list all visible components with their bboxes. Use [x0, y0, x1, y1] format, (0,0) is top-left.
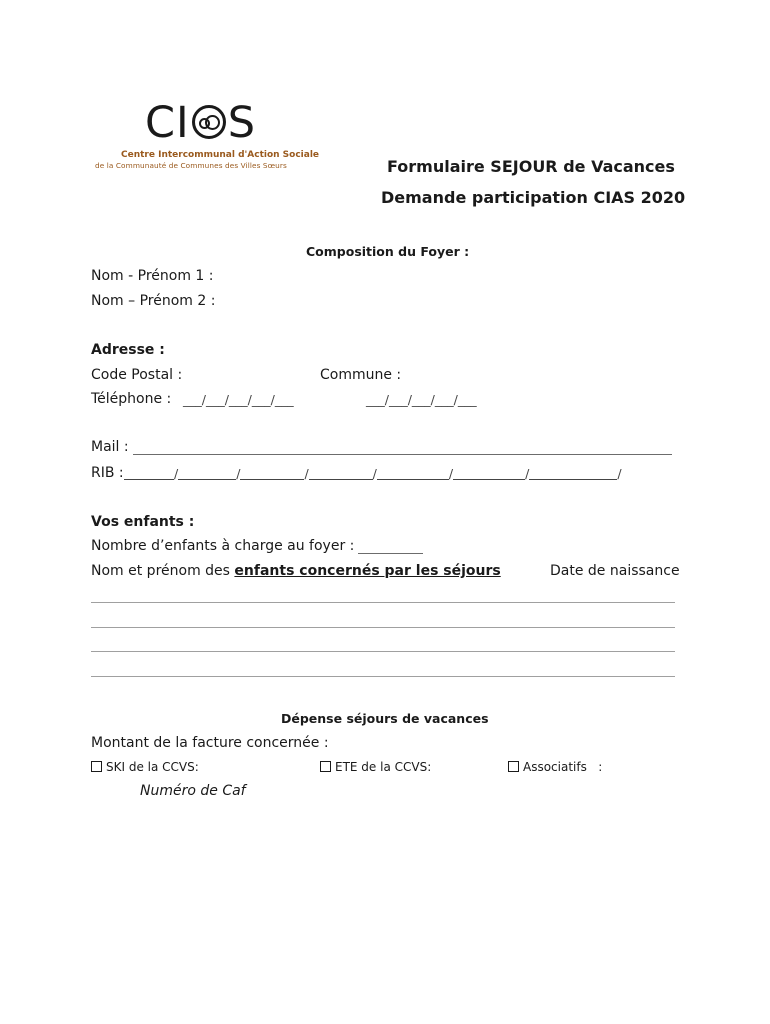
telephone-field-2[interactable]: ___/___/___/___/___: [366, 392, 477, 407]
adresse-heading: Adresse :: [91, 342, 165, 358]
rib-segment[interactable]: [309, 469, 373, 480]
rib-segment[interactable]: [124, 469, 174, 480]
rib-segment[interactable]: [240, 469, 304, 480]
rib-label: RIB :: [91, 465, 124, 481]
ete-label: ETE de la CCVS:: [335, 760, 432, 774]
logo-wordmark-right: S: [227, 98, 257, 148]
commune-label: Commune :: [320, 367, 402, 383]
ete-checkbox[interactable]: [320, 761, 331, 772]
code-postal-label: Code Postal :: [91, 367, 183, 383]
foyer-heading: Composition du Foyer :: [306, 244, 470, 259]
enfant-line-4[interactable]: [91, 676, 675, 677]
option-ete[interactable]: [320, 760, 431, 774]
mail-label: Mail :: [91, 439, 129, 455]
telephone-field-1[interactable]: ___/___/___/___/___: [183, 392, 294, 407]
logo-wordmark: [145, 98, 256, 148]
nom-enfants-prefix: Nom et prénom des: [91, 563, 230, 579]
logo-subtitle-line1: Centre Intercommunal d'Action Sociale: [121, 150, 320, 160]
enfant-line-2[interactable]: [91, 627, 675, 628]
logo-wordmark-left: CI: [145, 98, 190, 148]
ski-label: SKI de la CCVS:: [106, 760, 199, 774]
rib-separator: /: [525, 466, 530, 481]
enfant-line-1[interactable]: [91, 602, 675, 603]
rib-separator: /: [236, 466, 241, 481]
nombre-enfants-label: Nombre d’enfants à charge au foyer :: [91, 538, 355, 554]
montant-label: Montant de la facture concernée :: [91, 735, 329, 751]
nombre-enfants-field[interactable]: [358, 553, 423, 554]
depense-heading: Dépense séjours de vacances: [281, 711, 489, 726]
numero-caf-label: Numéro de Caf: [140, 783, 246, 799]
ski-checkbox[interactable]: [91, 761, 102, 772]
logo-eye-icon: [192, 105, 226, 139]
rib-field[interactable]: [124, 466, 622, 481]
nom-enfants-underlined: enfants concernés par les séjours: [234, 563, 501, 579]
enfants-heading: Vos enfants :: [91, 514, 195, 530]
rib-separator: /: [304, 466, 309, 481]
telephone-label: Téléphone :: [91, 391, 172, 407]
rib-separator: /: [448, 466, 454, 481]
rib-separator: /: [617, 466, 622, 481]
nom-enfants-label: [91, 563, 501, 579]
rib-separator: /: [174, 466, 179, 481]
enfant-line-3[interactable]: [91, 651, 675, 652]
logo-subtitle-line2: de la Communauté de Communes des Villes Sœurs: [95, 161, 287, 170]
cias-logo: [95, 98, 325, 174]
nom-prenom-2-label: Nom – Prénom 2 :: [91, 293, 216, 309]
option-ski[interactable]: [91, 760, 199, 774]
nom-prenom-1-label: Nom - Prénom 1 :: [91, 268, 214, 284]
form-title-line1: Formulaire SEJOUR de Vacances: [387, 157, 675, 176]
option-associatifs[interactable]: [508, 760, 602, 774]
mail-field[interactable]: [133, 454, 672, 455]
rib-segment[interactable]: [529, 469, 617, 480]
rib-separator: /: [372, 466, 377, 481]
associatifs-label: Associatifs :: [523, 760, 603, 774]
form-title-line2: Demande participation CIAS 2020: [381, 188, 686, 207]
rib-segment[interactable]: [178, 469, 236, 480]
rib-segment[interactable]: [453, 469, 525, 480]
date-naissance-label: Date de naissance: [550, 563, 680, 579]
associatifs-checkbox[interactable]: [508, 761, 519, 772]
rib-segment[interactable]: [377, 469, 449, 480]
